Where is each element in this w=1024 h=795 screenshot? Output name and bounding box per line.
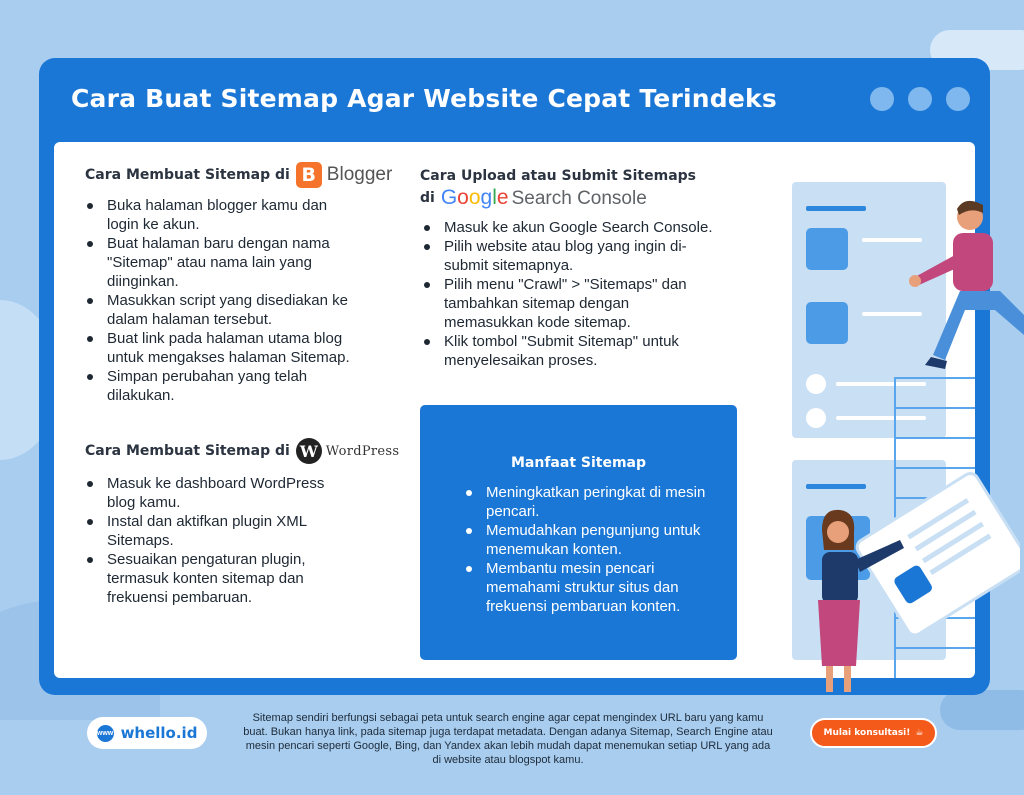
benefits-title: Manfaat Sitemap	[510, 455, 647, 471]
gsc-section-heading	[420, 168, 696, 184]
coffee-icon: ☕	[915, 728, 924, 738]
google-logo-letter: e	[496, 186, 509, 209]
gsc-logo-row	[420, 186, 647, 210]
list-item: Masuk ke dashboard WordPress blog kamu.	[85, 474, 355, 512]
illustration-scaffold-row	[894, 377, 975, 379]
list-item: Buat link pada halaman utama blog untuk mengakses halaman Sitemap.	[85, 329, 355, 367]
wordpress-section-heading	[85, 438, 399, 464]
consult-button[interactable]	[810, 718, 937, 748]
illustration-line	[836, 416, 926, 420]
illustration-scaffold-row	[894, 437, 975, 439]
woman-illustration	[800, 470, 1020, 695]
blogger-section-heading	[85, 162, 392, 188]
google-logo-letter: G	[440, 186, 458, 209]
brand-logo[interactable]	[87, 717, 207, 749]
wordpress-icon: W	[296, 438, 322, 464]
blogger-logo	[296, 162, 393, 188]
wordpress-logo	[296, 438, 400, 464]
wordpress-steps-list	[85, 474, 355, 607]
window-dot[interactable]	[908, 87, 932, 111]
list-item: Masukkan script yang disediakan ke dalam halaman tersebut.	[85, 291, 355, 329]
brand-name: whello.id	[120, 724, 198, 742]
benefits-list	[464, 483, 714, 616]
window-dot[interactable]	[946, 87, 970, 111]
list-item: Buat halaman baru dengan nama "Sitemap" atau nama lain yang diinginkan.	[85, 234, 355, 291]
illustration-bar	[806, 206, 866, 211]
list-item: Instal dan aktifkan plugin XML Sitemaps.	[85, 512, 355, 550]
wordpress-logo-text: WordPress	[325, 443, 400, 459]
google-logo-text	[441, 186, 509, 210]
man-illustration	[905, 195, 1024, 375]
list-item: Membantu mesin pencari memahami struktur situs dan frekuensi pembaruan konten.	[464, 559, 714, 616]
list-item: Pilih menu "Crawl" > "Sitemaps" dan tambahkan sitemap dengan memasukkan kode sitemap.	[422, 275, 722, 332]
benefits-box	[420, 405, 737, 660]
search-console-text: Search Console	[511, 188, 647, 209]
list-item: Meningkatkan peringkat di mesin pencari.	[464, 483, 714, 521]
window-dot[interactable]	[870, 87, 894, 111]
cta-label: Mulai konsultasi!	[823, 728, 911, 738]
google-logo-letter: o	[457, 186, 469, 209]
list-item: Simpan perubahan yang telah dilakukan.	[85, 367, 355, 405]
list-item: Masuk ke akun Google Search Console.	[422, 218, 722, 237]
list-item: Klik tombol "Submit Sitemap" untuk menyelesaikan proses.	[422, 332, 722, 370]
list-item: Sesuaikan pengaturan plugin, termasuk konten sitemap dan frekuensi pembaruan.	[85, 550, 355, 607]
window-controls	[870, 87, 970, 111]
blogger-icon: B	[296, 162, 322, 188]
gsc-heading-prefix: di	[420, 190, 435, 206]
illustration-scaffold-row	[894, 467, 975, 469]
illustration-scaffold-row	[894, 407, 975, 409]
list-item: Memudahkan pengunjung untuk menemukan konten.	[464, 521, 714, 559]
illustration-square	[806, 302, 848, 344]
blogger-logo-text: Blogger	[326, 164, 393, 185]
page-title: Cara Buat Sitemap Agar Website Cepat Terindeks	[71, 84, 777, 113]
background-cloud	[940, 690, 1024, 730]
blogger-steps-list	[85, 196, 355, 405]
gsc-steps-list	[422, 218, 722, 370]
google-logo-letter: o	[468, 186, 481, 209]
list-item: Pilih website atau blog yang ingin di-submit sitemapnya.	[422, 237, 722, 275]
footer-description: Sitemap sendiri berfungsi sebagai peta untuk search engine agar cepat mengindex URL baru yang kamu buat. Bukan hanya link, pada sitemap juga terdapat metadata. Dengan adanya Sitemap, Search Engine atau mesin pencari seperti Google, Bing, dan Yandex akan lebih mudah dapat menemukan setiap URL yang ada di website atau blogspot kamu.	[243, 712, 773, 766]
list-item: Buka halaman blogger kamu dan login ke akun.	[85, 196, 355, 234]
wordpress-heading-text: Cara Membuat Sitemap di	[85, 443, 290, 459]
google-logo-letter: g	[480, 186, 493, 209]
blogger-heading-text: Cara Membuat Sitemap di	[85, 167, 290, 183]
gsc-heading-line1: Cara Upload atau Submit Sitemaps	[420, 168, 697, 184]
illustration-circle	[806, 408, 826, 428]
illustration-circle	[806, 374, 826, 394]
google-search-console-logo	[441, 186, 647, 210]
google-logo-letter: l	[492, 186, 497, 209]
illustration-square	[806, 228, 848, 270]
globe-icon: www	[97, 725, 114, 742]
illustration-line	[836, 382, 926, 386]
